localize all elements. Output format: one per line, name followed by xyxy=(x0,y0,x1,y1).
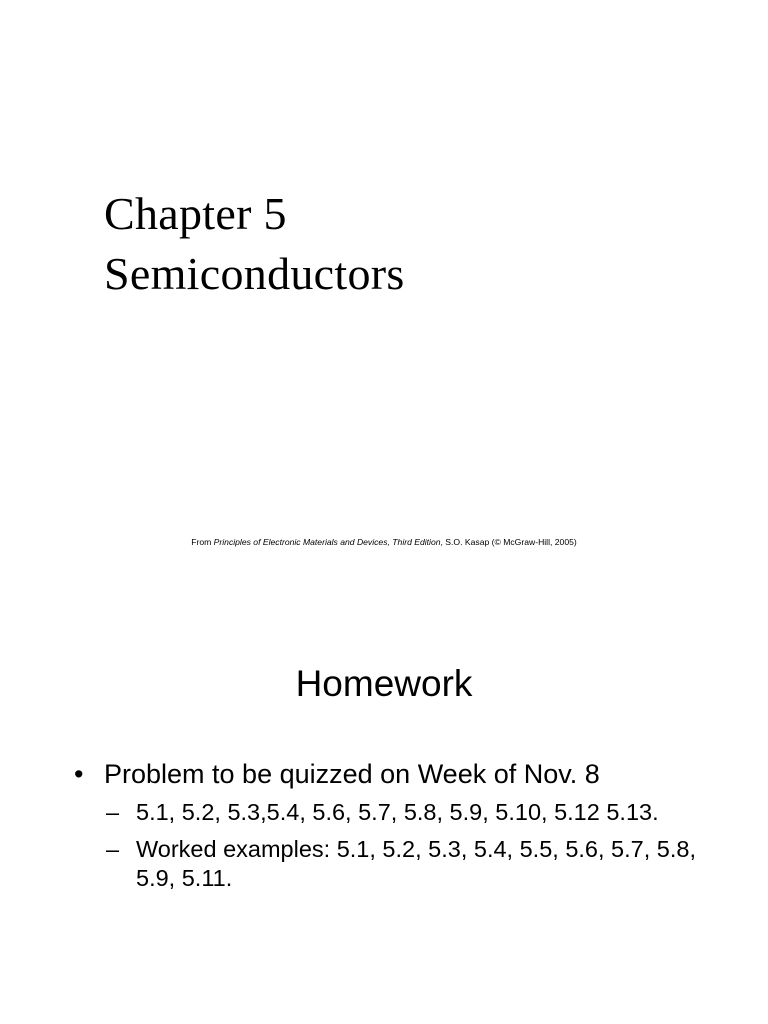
sub-item-problems: 5.1, 5.2, 5.3,5.4, 5.6, 5.7, 5.8, 5.9, 5.10, 5.12 5.13. xyxy=(136,799,659,825)
dash-icon: – xyxy=(106,799,120,825)
citation-book-title: Principles of Electronic Materials and Devices, Third Edition xyxy=(213,537,441,547)
sub-list-item xyxy=(106,835,714,893)
citation-suffix: , S.O. Kasap (© McGraw-Hill, 2005) xyxy=(440,537,577,547)
source-citation xyxy=(0,536,768,548)
citation-prefix: From xyxy=(191,537,214,547)
sub-list xyxy=(104,798,714,893)
homework-title: Homework xyxy=(295,663,473,704)
chapter-title xyxy=(104,184,405,304)
sub-list-item xyxy=(106,798,714,827)
homework-list xyxy=(74,754,714,901)
list-item xyxy=(74,754,714,893)
slide-homework xyxy=(0,620,768,1024)
bullet-text: Problem to be quizzed on Week of Nov. 8 xyxy=(104,759,600,789)
dash-icon: – xyxy=(106,836,120,862)
chapter-number: Chapter 5 xyxy=(104,188,287,239)
sub-item-worked-examples: Worked examples: 5.1, 5.2, 5.3, 5.4, 5.5, 5.6, 5.7, 5.8, 5.9, 5.11. xyxy=(136,836,696,891)
chapter-subject: Semiconductors xyxy=(104,248,405,299)
bullet-icon: • xyxy=(74,759,84,789)
